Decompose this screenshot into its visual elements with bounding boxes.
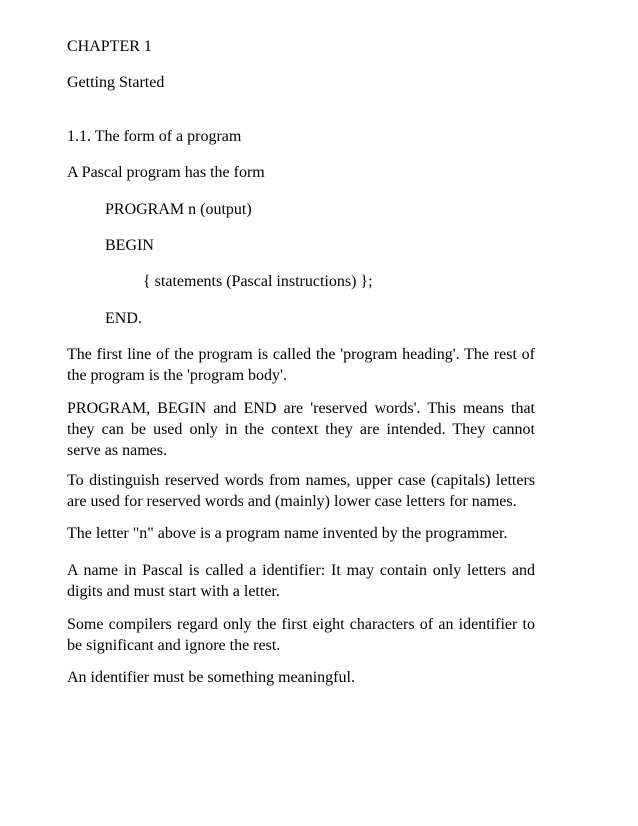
paragraph-case-convention: To distinguish reserved words from names, upper case (capitals) letters are used for reserved words and (mainly) lower case letters for names. [67,472,535,510]
intro-text: A Pascal program has the form [67,164,265,181]
paragraph-reserved-words: PROGRAM, BEGIN and END are 'reserved words'. This means that they can be used only in the context they are intended. They cannot serve as names. [67,400,535,459]
code-line-program: PROGRAM n (output) [105,201,252,218]
code-line-statements: { statements (Pascal instructions) }; [143,273,373,290]
section-heading: 1.1. The form of a program [67,128,242,145]
chapter-title: Getting Started [67,74,165,91]
code-line-begin: BEGIN [105,237,154,254]
paragraph-identifier-definition: A name in Pascal is called a identifier: It may contain only letters and digits and must start with a letter. [67,562,535,600]
paragraph-program-name: The letter "n" above is a program name invented by the programmer. [67,525,508,542]
paragraph-identifier-meaningful: An identifier must be something meaningful. [67,669,355,686]
paragraph-compiler-significance: Some compilers regard only the first eight characters of an identifier to be significant and ignore the rest. [67,616,535,654]
paragraph-program-heading: The first line of the program is called the 'program heading'. The rest of the program is the 'program body'. [67,346,535,384]
code-line-end: END. [105,310,142,327]
chapter-number: CHAPTER 1 [67,38,152,55]
